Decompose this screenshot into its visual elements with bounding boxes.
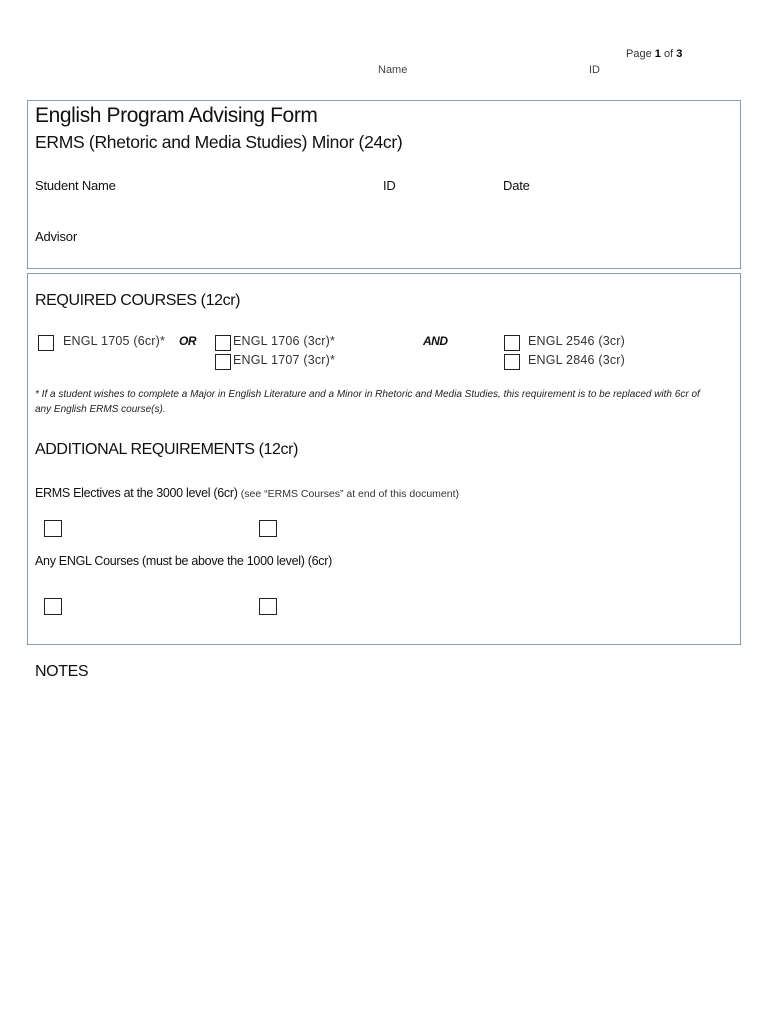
- course-engl-1707: ENGL 1707 (3cr)*: [233, 353, 336, 367]
- erms-electives-note: (see “ERMS Courses” at end of this document): [240, 488, 460, 500]
- page-indicator: [626, 48, 682, 60]
- course-engl-1706: ENGL 1706 (3cr)*: [233, 334, 336, 348]
- or-label: OR: [179, 334, 196, 348]
- course-engl-1705: ENGL 1705 (6cr)*: [63, 334, 166, 348]
- any-engl-courses-label: Any ENGL Courses (must be above the 1000 level) (6cr): [35, 554, 332, 568]
- date-label: Date: [503, 178, 530, 193]
- advisor-label: Advisor: [35, 229, 77, 244]
- header-id-label: ID: [589, 64, 600, 76]
- course-engl-2546: ENGL 2546 (3cr): [528, 334, 626, 348]
- checkbox-engl-1707[interactable]: [215, 354, 231, 370]
- course-engl-2846: ENGL 2846 (3cr): [528, 353, 626, 367]
- notes-heading: NOTES: [35, 663, 89, 680]
- page-prefix: Page: [626, 48, 652, 60]
- student-id-label: ID: [383, 178, 396, 193]
- page-total: 3: [676, 48, 683, 60]
- required-courses-heading: REQUIRED COURSES (12cr): [35, 292, 241, 309]
- form-subtitle: ERMS (Rhetoric and Media Studies) Minor (24cr): [35, 132, 403, 152]
- checkbox-erms-elective-2[interactable]: [259, 520, 277, 537]
- page-of: of: [663, 48, 674, 60]
- student-name-label: Student Name: [35, 178, 116, 193]
- checkbox-engl-1705[interactable]: [38, 335, 54, 351]
- page-current: 1: [654, 48, 661, 60]
- checkbox-engl-2846[interactable]: [504, 354, 520, 370]
- checkbox-engl-2546[interactable]: [504, 335, 520, 351]
- additional-requirements-heading: ADDITIONAL REQUIREMENTS (12cr): [35, 441, 298, 458]
- requirements-box: [27, 273, 741, 645]
- erms-electives-line: [35, 486, 459, 500]
- checkbox-engl-course-2[interactable]: [259, 598, 277, 615]
- checkbox-erms-elective-1[interactable]: [44, 520, 62, 537]
- and-label: AND: [423, 334, 448, 348]
- header-name-label: Name: [378, 64, 408, 76]
- form-title: English Program Advising Form: [35, 104, 318, 127]
- checkbox-engl-course-1[interactable]: [44, 598, 62, 615]
- checkbox-engl-1706[interactable]: [215, 335, 231, 351]
- required-footnote: * If a student wishes to complete a Major in English Literature and a Minor in Rhetoric and Media Studies, this requirement is to be replaced with 6cr of any English ERMS course(s).: [35, 389, 700, 415]
- erms-electives-label: ERMS Electives at the 3000 level (6cr): [35, 486, 238, 500]
